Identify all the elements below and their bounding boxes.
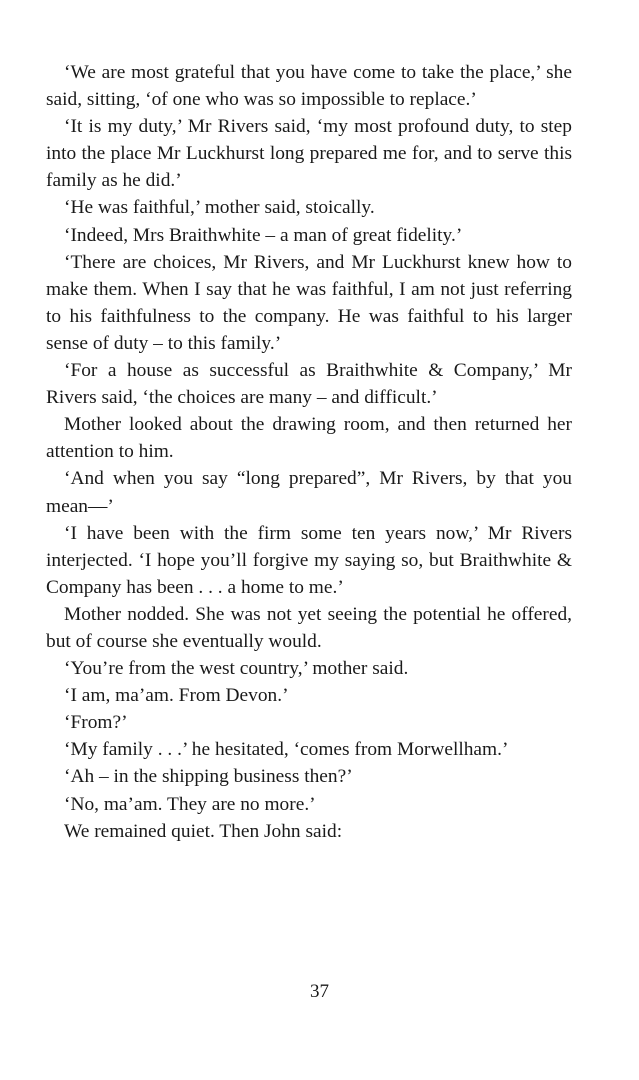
- paragraph: ‘From?’: [64, 712, 128, 734]
- page-body: [46, 59, 572, 845]
- page-number: 37: [310, 981, 329, 1002]
- paragraph: ‘I am, ma’am. From Devon.’: [64, 685, 289, 707]
- paragraph: ‘For a house as successful as Braithwhite & Company,’ Mr Rivers said, ‘the choices are many – and difficult.’: [46, 360, 572, 409]
- paragraph: ‘It is my duty,’ Mr Rivers said, ‘my most profound duty, to step into the place Mr Luckhurst long prepared me for, and to serve this family as he did.’: [46, 116, 572, 192]
- paragraph: We remained quiet. Then John said:: [64, 820, 343, 842]
- paragraph: ‘No, ma’am. They are no more.’: [64, 793, 316, 815]
- paragraph: ‘You’re from the west country,’ mother said.: [64, 658, 409, 680]
- paragraph: ‘My family . . .’ he hesitated, ‘comes from Morwellham.’: [64, 739, 509, 761]
- paragraph: ‘He was faithful,’ mother said, stoically.: [64, 197, 375, 219]
- paragraph: ‘I have been with the firm some ten years now,’ Mr Rivers interjected. ‘I hope you’ll forgive my saying so, but Braithwhite & Company has been . . . a home to me.’: [46, 522, 572, 598]
- paragraph: ‘Ah – in the shipping business then?’: [64, 766, 353, 788]
- paragraph: ‘And when you say “long prepared”, Mr Rivers, by that you mean—’: [46, 468, 572, 517]
- paragraph: ‘Indeed, Mrs Braithwhite – a man of great fidelity.’: [64, 224, 463, 246]
- paragraph: ‘We are most grateful that you have come to take the place,’ she said, sitting, ‘of one who was so impossible to replace.’: [46, 62, 572, 111]
- paragraph: Mother nodded. She was not yet seeing the potential he offered, but of course she eventually would.: [46, 603, 572, 652]
- paragraph: Mother looked about the drawing room, and then returned her attention to him.: [46, 414, 572, 463]
- paragraph: ‘There are choices, Mr Rivers, and Mr Luckhurst knew how to make them. When I say that he was faithful, I am not just referring to his faithfulness to the company. He was faithful to his larger sense of duty – to this family.’: [46, 251, 572, 354]
